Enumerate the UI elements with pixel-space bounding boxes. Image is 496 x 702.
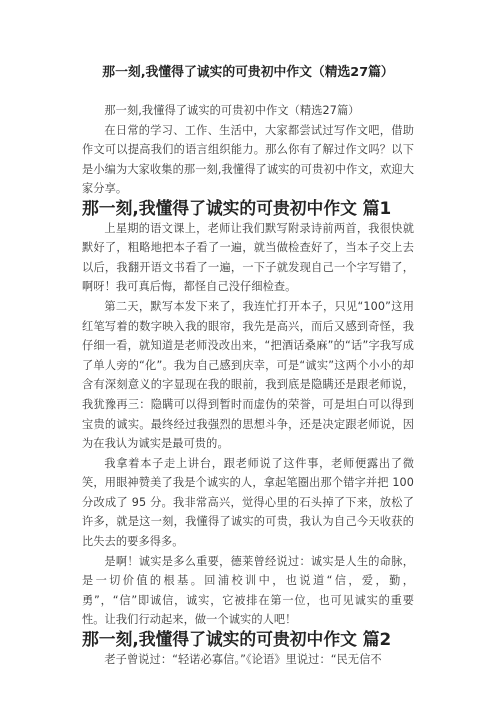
section-1-paragraph: 我拿着本子走上讲台，跟老师说了这件事，老师便露出了微笑，用眼神赞美了我是个诚实的人，拿起笔圈出那个错字并把 100 分改成了 95 分。我非常高兴，觉得心里的石头掉了下来，放松了许多，就是这一刻，我懂得了诚实的可贵，我认为自己今天收获的比失去的要多得多。 [82,456,414,549]
section-1-paragraph: 第二天，默写本发下来了，我连忙打开本子，只见“100”这用红笔写着的数字映入我的眼帘，我先是高兴，而后又感到奇怪，我仔细一看，就知道是老师没改出来，“把酒话桑麻”的“话”字我写成了单人旁的“化”。我为自己感到庆幸，可是“诚实”这两个小小的却含有深刻意义的字显现在我的眼前，我到底是隐瞒还是跟老师说，我犹豫再三：隐瞒可以得到暂时而虚伪的荣誉，可是坦白可以得到宝贵的诚实。最终经过我强烈的思想斗争，还是决定跟老师说，因为在我认为诚实是最可贵的。 [82,299,414,451]
section-1-paragraph: 是啊！诚实是多么重要，德莱曾经说过：诚实是人生的命脉，是一切价值的根基。回浦校训中，也说道“信，爱，勤，勇”，“信”即诚信，诚实，它被排在第一位，也可见诚实的重要性。让我们行动起来，做一个诚实的人吧！ [82,554,414,627]
section-heading-1: 那一刻,我懂得了诚实的可贵初中作文 篇1 [82,197,392,218]
document-title: 那一刻,我懂得了诚实的可贵初中作文（精选27篇） [102,65,394,80]
intro-subtitle: 那一刻,我懂得了诚实的可贵初中作文（精选27篇） [104,104,360,117]
section-heading-2: 那一刻,我懂得了诚实的可贵初中作文 篇2 [82,629,392,650]
document-body [82,101,414,669]
intro-paragraph: 在日常的学习、工作、生活中，大家都尝试过写作文吧，借助作文可以提高我们的语言组织能力。那么你有了解过作文吗？以下是小编为大家收集的那一刻,我懂得了诚实的可贵初中作文，欢迎大家分享。 [82,123,414,196]
section-2-paragraph: 老子曾说过：“轻诺必寡信。”《论语》里说过：“民无信不 [104,652,382,666]
section-1-paragraph: 上星期的语文课上，老师让我们默写附录诗前两首，我很快就默好了，粗略地把本子看了一遍，就当做检查好了，当本子交上去以后，我翻开语文书看了一遍，一下子就发现自己一个字写错了，啊呀！我可真后悔，都怪自己没仔细检查。 [82,221,414,294]
